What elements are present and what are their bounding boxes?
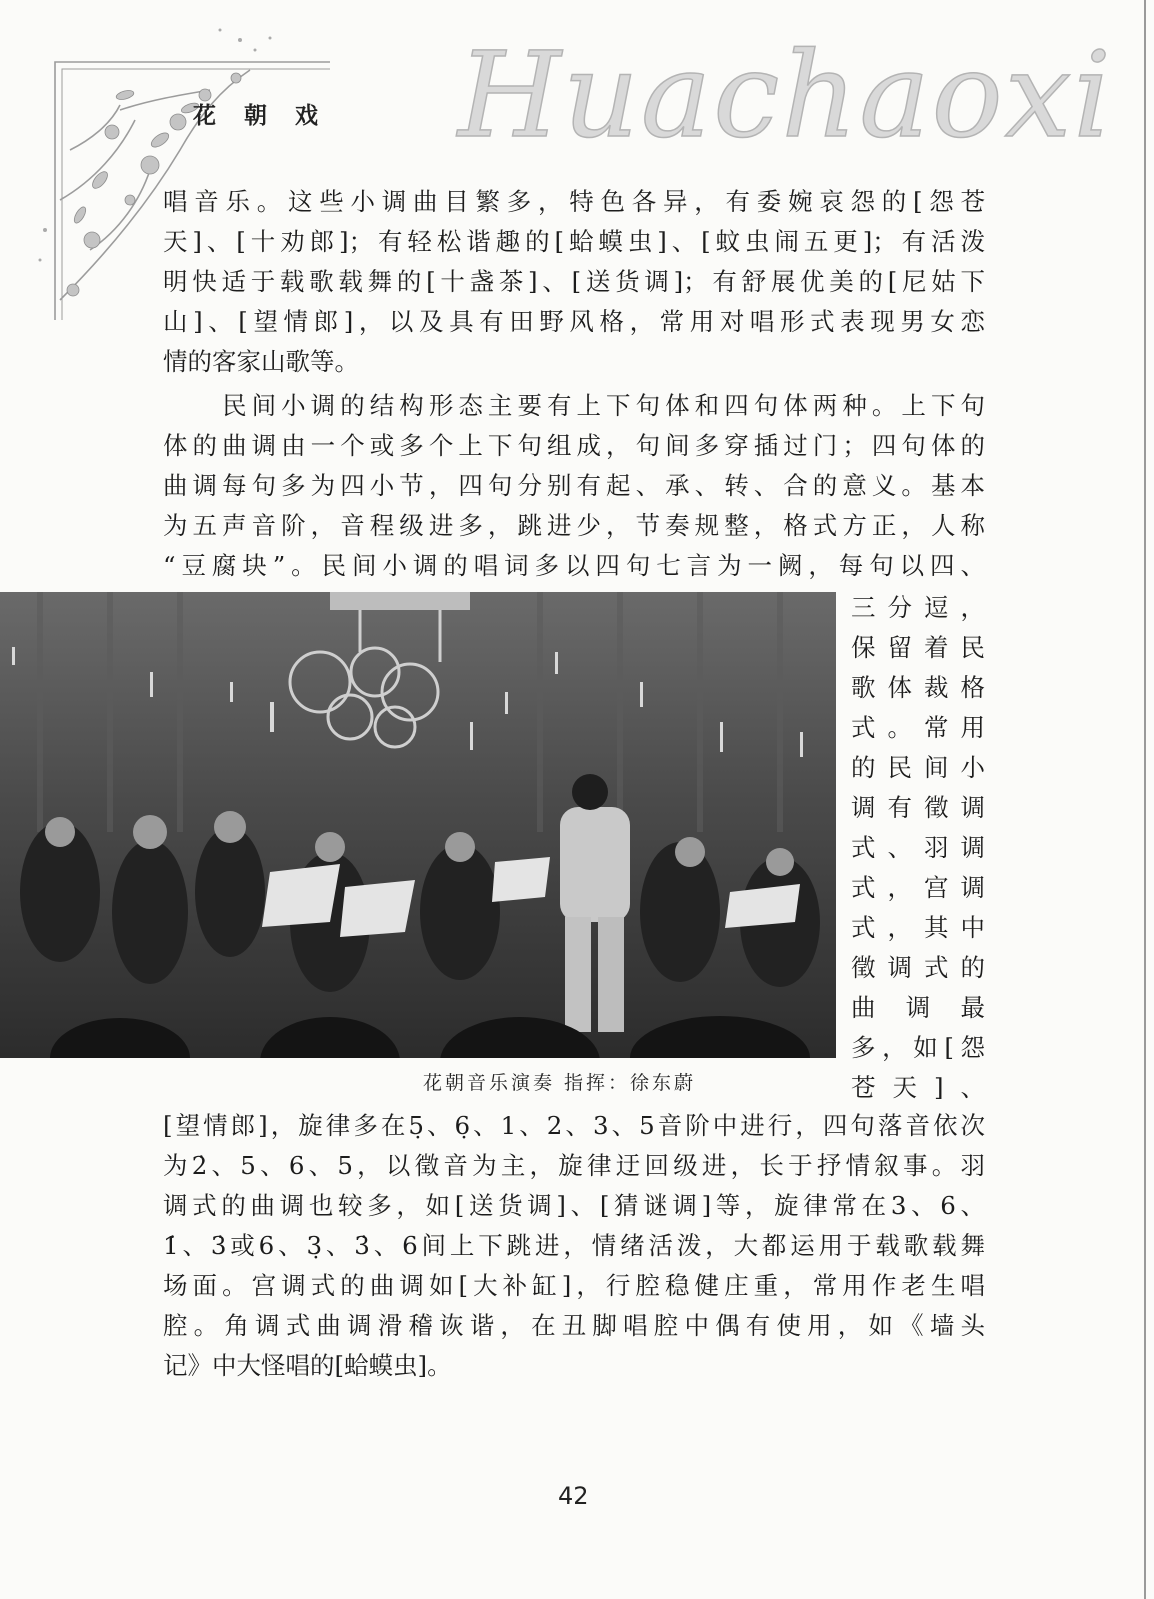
side-column-line: 保留着民 (851, 633, 985, 662)
page-edge (1144, 0, 1146, 1599)
body-line: 腔。角调式曲调滑稽诙谐，在丑脚唱腔中偶有使用，如《墙头 (163, 1311, 985, 1340)
running-header-script-title: Huachaoxi (458, 26, 1114, 164)
body-line: 天]、[十劝郎]；有轻松谐趣的[蛤蟆虫]、[蚊虫闹五更]；有活泼 (163, 227, 985, 256)
body-line: 调式的曲调也较多，如[送货调]、[猜谜调]等，旋律常在3、6、 (163, 1191, 985, 1220)
photo-caption: 花朝音乐演奏 指挥：徐东蔚 (423, 1072, 697, 1094)
body-line: 1̇、3̇或6、3̣、3̇、6间上下跳进，情绪活泼，大都运用于载歌载舞 (163, 1231, 985, 1260)
side-column-line: 曲调最 (851, 993, 985, 1022)
body-line: 记》中大怪唱的[蛤蟆虫]。 (163, 1351, 452, 1380)
body-line: 场面。宫调式的曲调如[大补缸]，行腔稳健庄重，常用作老生唱 (163, 1271, 985, 1300)
body-line: 为2̇、5、6、5，以徵音为主，旋律迂回级进，长于抒情叙事。羽 (163, 1151, 985, 1180)
body-line: “豆腐块”。民间小调的唱词多以四句七言为一阙，每句以四、 (163, 551, 985, 580)
side-column-line: 的民间小 (851, 753, 985, 782)
body-line: 明快适于载歌载舞的[十盏茶]、[送货调]；有舒展优美的[尼姑下 (163, 267, 985, 296)
body-line: 山]、[望情郎]，以及具有田野风格，常用对唱形式表现男女恋 (163, 307, 985, 336)
side-column-line: 式。常用 (851, 713, 985, 742)
side-column-line: 多，如[怨 (851, 1033, 985, 1062)
body-line: 为五声音阶，音程级进多，跳进少，节奏规整，格式方正，人称 (163, 511, 985, 540)
body-line: 唱音乐。这些小调曲目繁多，特色各异，有委婉哀怨的[怨苍 (163, 187, 985, 216)
side-column-line: 调有徵调 (851, 793, 985, 822)
side-column-line: 三分逗， (851, 593, 985, 622)
side-column-line: 式，其中 (851, 913, 985, 942)
side-column-line: 苍天]、 (851, 1073, 985, 1102)
body-line: [望情郎]，旋律多在5̣、6̣、1、2、3、5音阶中进行，四句落音依次 (163, 1111, 985, 1140)
side-column-line: 徵调式的 (851, 953, 985, 982)
body-line: 体的曲调由一个或多个上下句组成，句间多穿插过门；四句体的 (163, 431, 985, 460)
side-column-line: 式，宫调 (851, 873, 985, 902)
orchestra-performance-photo (0, 592, 836, 1058)
body-line: 民间小调的结构形态主要有上下句体和四句体两种。上下句 (163, 391, 985, 420)
page-number: 42 (558, 1482, 589, 1510)
body-line: 曲调每句多为四小节，四句分别有起、承、转、合的意义。基本 (163, 471, 985, 500)
running-header-title: 花 朝 戏 (193, 103, 329, 129)
body-line: 情的客家山歌等。 (163, 347, 359, 376)
side-column-line: 式、羽调 (851, 833, 985, 862)
side-column-line: 歌体裁格 (851, 673, 985, 702)
